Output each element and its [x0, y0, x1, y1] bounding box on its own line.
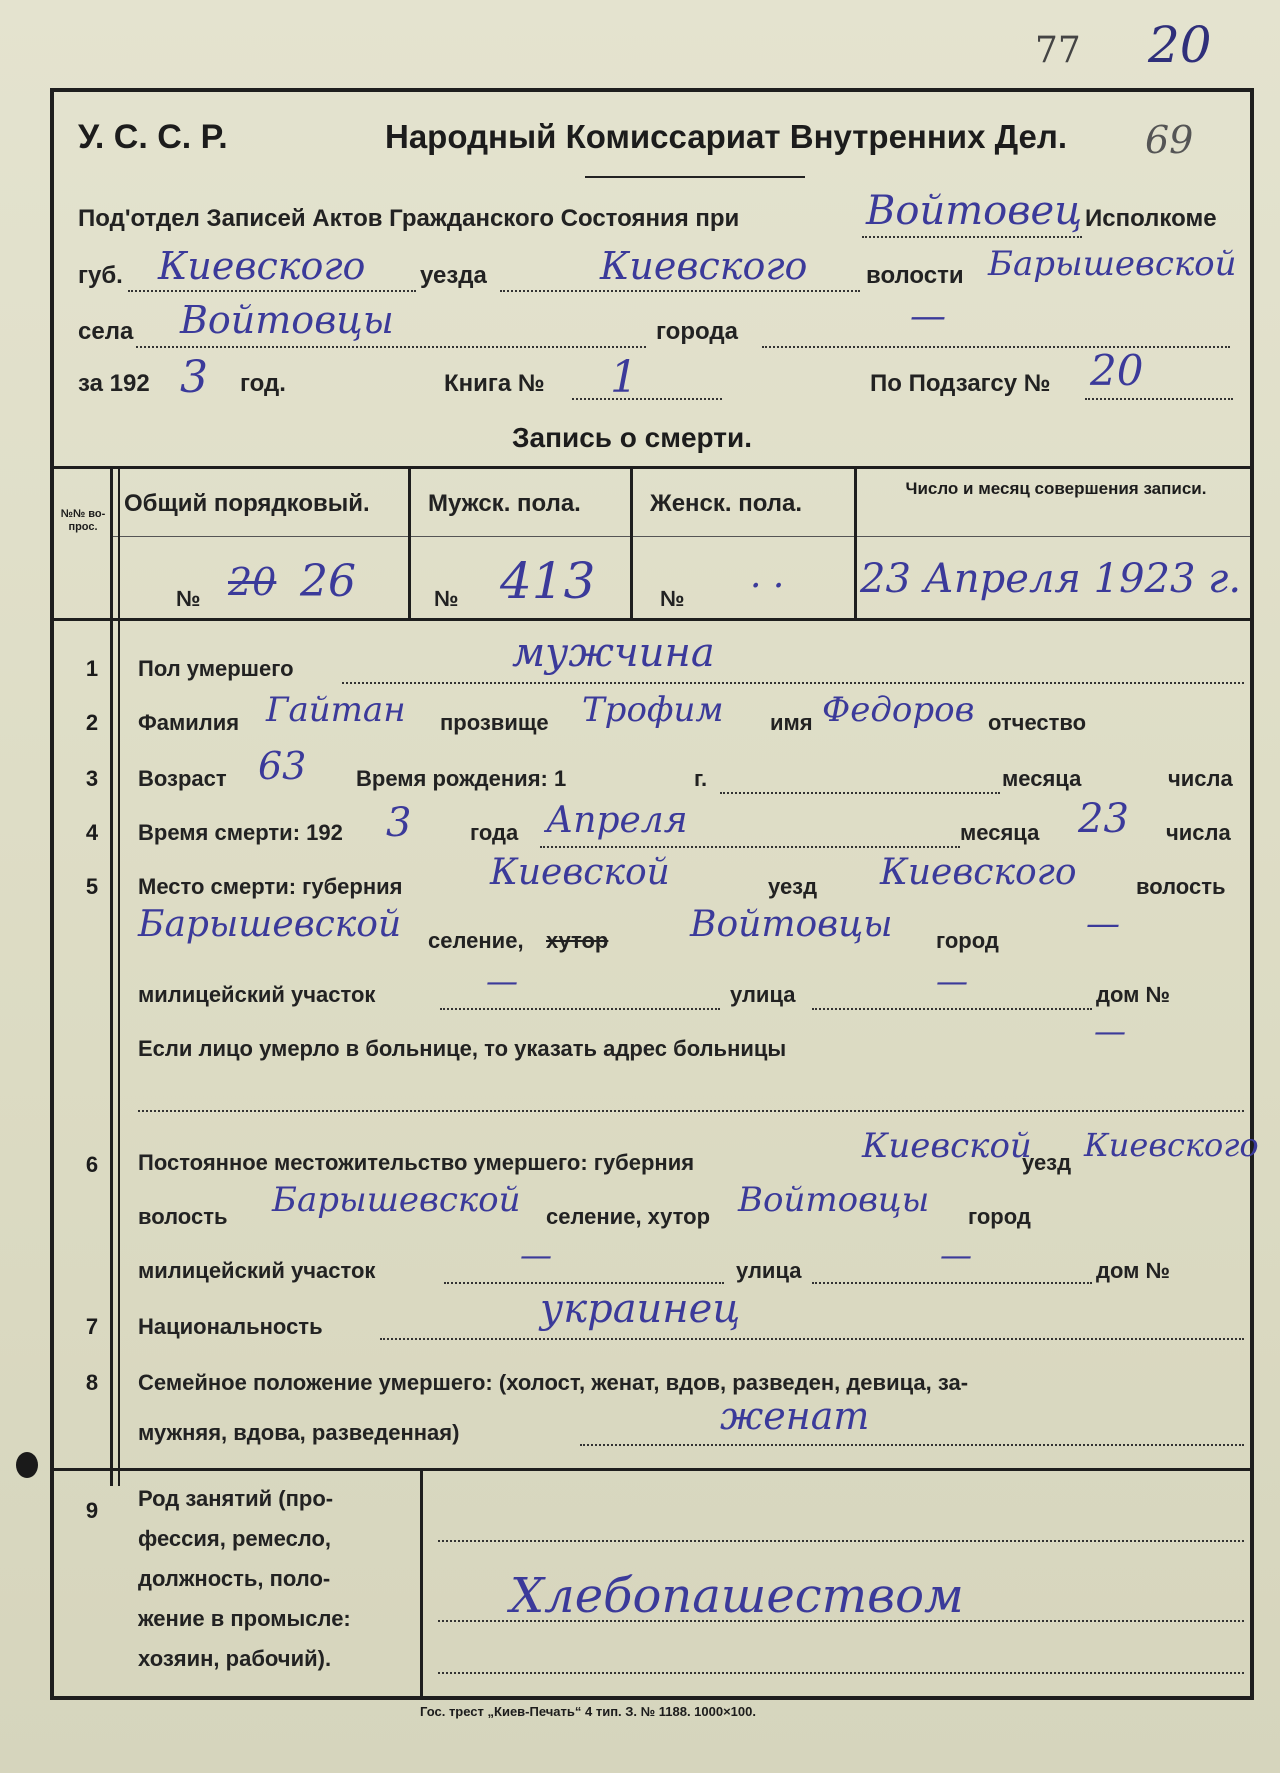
surname-label: Фамилия: [138, 710, 240, 735]
col-general: Общий порядковый.: [124, 490, 370, 517]
occupation-value: Хлебопашеством: [510, 1568, 964, 1624]
name-value: Трофим: [582, 690, 724, 730]
residence-selo-value: Войтовцы: [738, 1180, 930, 1220]
general-no-value: 26: [300, 556, 356, 607]
punch-hole: [16, 1452, 38, 1478]
header-divider: [585, 176, 805, 178]
nation-label: Национальность: [138, 1314, 323, 1339]
occupation-label-5: хозяин, рабочий).: [138, 1646, 332, 1671]
selo-label: села: [78, 318, 134, 345]
place-gorod-label: город: [936, 928, 999, 953]
birth-month-label: месяца: [1002, 766, 1082, 791]
nation-value: украинец: [540, 1286, 741, 1332]
family-label-2: мужняя, вдова, разведенная): [138, 1420, 460, 1445]
residence-gub-value: Киевской: [862, 1126, 1032, 1166]
gorod-label: города: [656, 318, 738, 345]
street-value: —: [936, 962, 968, 1000]
name-label: имя: [770, 710, 813, 735]
female-no-value: · ·: [750, 566, 785, 607]
year-value: 3: [180, 352, 208, 403]
residence-militia-value: —: [520, 1236, 552, 1274]
sex-label: Пол умершего: [138, 656, 294, 681]
militia-label: милицейский участок: [138, 982, 376, 1007]
col-date: Число и месяц совершения записи.: [905, 479, 1207, 498]
uezd-label: уезда: [420, 262, 487, 289]
ispolkom-label: Исполкоме: [1085, 205, 1217, 232]
residence-uezd-value: Киевского: [1084, 1126, 1259, 1164]
record-date-value: 23 Апреля 1923 г.: [860, 556, 1242, 602]
volost-label: волости: [866, 262, 964, 289]
surname-value: Гайтан: [266, 690, 406, 730]
female-no-label: №: [660, 586, 685, 611]
podzag-value: 20: [1090, 346, 1144, 395]
residence-volost-value: Барышевской: [272, 1180, 521, 1220]
row-number-9: 9: [85, 1498, 99, 1523]
birth-day-label: числа: [1168, 766, 1233, 791]
birth-year-suffix: г.: [694, 766, 708, 791]
place-volost-value: Барышевской: [138, 904, 402, 945]
row-number-6: 6: [85, 1152, 99, 1177]
place-uezd-label: уезд: [768, 874, 818, 899]
col-female: Женск. пола.: [650, 490, 803, 517]
place-gub-value: Киевской: [490, 852, 670, 893]
place-gorod-value: —: [1086, 904, 1120, 944]
printed-page-number: 77: [1035, 30, 1081, 71]
militia-value: —: [486, 962, 518, 1000]
residence-uezd-label: уезд: [1022, 1150, 1072, 1175]
record-title: Запись о смерти.: [512, 422, 752, 453]
place-volost-label: волость: [1136, 874, 1226, 899]
podzag-label: По Подзагсу №: [870, 370, 1051, 397]
subdept-label: Под'отдел Записей Актов Гражданского Состояния при: [78, 205, 740, 232]
age-label: Возраст: [138, 766, 227, 791]
death-label: Время смерти: 192: [138, 820, 343, 845]
death-year-value: 3: [386, 800, 412, 846]
gub-value: Киевского: [158, 244, 366, 288]
residence-label: Постоянное местожительство умершего: губерния: [138, 1150, 695, 1175]
age-value: 63: [258, 744, 307, 788]
row-number-5: 5: [85, 874, 99, 899]
place-selo-label: селение,: [428, 928, 524, 953]
residence-militia-label: милицейский участок: [138, 1258, 376, 1283]
residence-street-value: —: [940, 1236, 972, 1274]
male-no-label: №: [434, 586, 459, 611]
hospital-label: Если лицо умерло в больнице, то указать адрес больницы: [138, 1036, 787, 1061]
death-day-value: 23: [1078, 796, 1129, 842]
residence-street-label: улица: [736, 1258, 802, 1283]
general-no-struck: 20: [228, 560, 277, 604]
row-number-8: 8: [85, 1370, 99, 1395]
sheet-number: 69: [1145, 118, 1194, 162]
ussr-title: У. С. С. Р.: [78, 118, 228, 156]
place-uezd-value: Киевского: [880, 852, 1077, 893]
row-number-2: 2: [85, 710, 99, 735]
death-month-value: Апреля: [546, 800, 688, 841]
place-label: Место смерти: губерния: [138, 874, 403, 899]
selo-value: Войтовцы: [180, 298, 394, 342]
ispolkom-value: Войтовец: [866, 188, 1083, 234]
residence-gorod-label: город: [968, 1204, 1031, 1229]
row-number-3: 3: [85, 766, 99, 791]
occupation-label-2: фессия, ремесло,: [138, 1526, 332, 1551]
uezd-value: Киевского: [600, 244, 808, 288]
volost-value: Барышевской: [988, 244, 1237, 284]
birth-label: Время рождения: 1: [356, 766, 567, 791]
occupation-label-4: жение в промысле:: [138, 1606, 351, 1631]
residence-selo-label: селение, хутор: [546, 1204, 711, 1229]
hospital-value: —: [1094, 1012, 1126, 1050]
sex-value: мужчина: [512, 630, 715, 676]
gorod-value: —: [910, 296, 946, 337]
row-number-1: 1: [85, 656, 99, 681]
year-label-post: год.: [240, 370, 286, 397]
death-month-label: месяца: [960, 820, 1040, 845]
occupation-label-1: Род занятий (про-: [138, 1486, 334, 1511]
year-label-pre: за 192: [78, 370, 150, 397]
gub-label: губ.: [78, 262, 123, 289]
col-male: Мужск. пола.: [428, 490, 581, 517]
death-day-label: числа: [1166, 820, 1231, 845]
street-label: улица: [730, 982, 796, 1007]
family-value: женат: [720, 1394, 870, 1438]
patronymic-label: отчество: [988, 710, 1087, 735]
printer-imprint: Гос. трест „Киев-Печать“ 4 тип. З. № 1188. 1000×100.: [420, 1704, 756, 1719]
kniga-label: Книга №: [444, 370, 545, 397]
occupation-label-3: должность, поло-: [138, 1566, 331, 1591]
general-no-label: №: [176, 586, 201, 611]
kniga-value: 1: [610, 352, 638, 403]
family-label: Семейное положение умершего: (холост, женат, вдов, разведен, девица, за-: [138, 1370, 969, 1395]
house-label: дом №: [1096, 982, 1171, 1007]
row-number-7: 7: [85, 1314, 99, 1339]
handwritten-page-number: 20: [1148, 16, 1212, 74]
residence-volost-label: волость: [138, 1204, 228, 1229]
col-question-no: №№ во- прос.: [60, 508, 106, 533]
death-god-label: года: [470, 820, 519, 845]
place-selo-value: Войтовцы: [690, 904, 893, 945]
row-number-4: 4: [85, 820, 99, 845]
residence-house-label: дом №: [1096, 1258, 1171, 1283]
nickname-label: прозвище: [440, 710, 549, 735]
male-no-value: 413: [500, 552, 596, 610]
place-khutor-label: хутор: [546, 928, 609, 953]
patronymic-value: Федоров: [822, 690, 975, 730]
commissariat-title: Народный Комиссариат Внутренних Дел.: [385, 118, 1067, 155]
